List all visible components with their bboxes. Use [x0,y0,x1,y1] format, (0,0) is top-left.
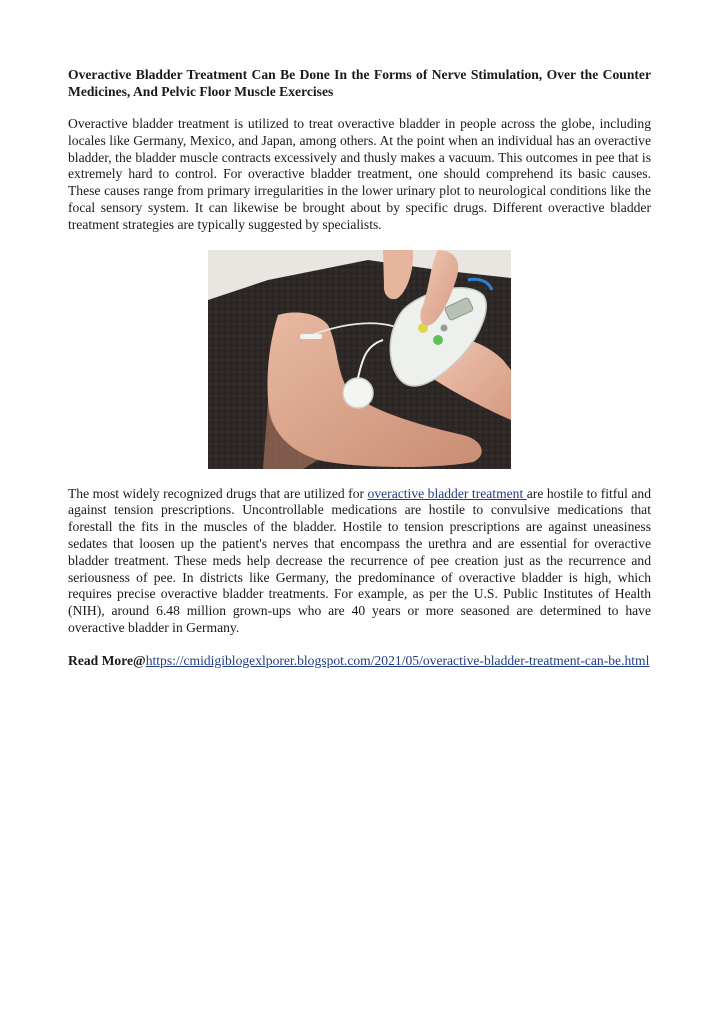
drugs-paragraph-rest: are hostile to fitful and against tension prescriptions. Uncontrollable medications are hostile to convulsive medications that forestall the fits in the muscles of the bladder. Hostile to tension prescriptions are against uneasiness sedates that loosen up the patient's nerves that encompass the urethra and are essential for overactive bladder treatment. These meds help decrease the recurrence of pee creation just as the recurrence and seriousness of pee. In districts like Germany, the predominance of overactive bladder is high, which requires precise overactive bladder treatments. For example, as per the U.S. Public Institutes of Health (NIH), around 6.48 million grown-ups who are 40 years or more seasoned are determined to have overactive bladder in Germany. [68,485,652,635]
intro-paragraph: Overactive bladder treatment is utilized to treat overactive bladder in people across the globe, including locales like Germany, Mexico, and Japan, among others. At the point when an individual has an overactive bladder, the bladder muscle contracts excessively and thusly makes a vacuum. This outcomes in pee that is extremely hard to control. For overactive bladder treatment, one should comprehend its basic causes. These causes range from primary irregularities in the lower urinary plot to neurological conditions like the focal sensory system. It can likewise be brought about by specific drugs. Different overactive bladder treatment strategies are typically suggested by specialists. [68,116,651,232]
stimulation-device-photo [208,250,511,469]
drugs-paragraph-lead: The most widely recognized drugs that are utilized for [68,485,368,501]
document-page [68,66,651,670]
read-more-label: Read More@ [68,652,146,668]
drugs-paragraph [68,486,651,637]
overactive-bladder-treatment-link[interactable]: overactive bladder treatment [367,485,527,501]
read-more-line [68,653,651,670]
article-title: Overactive Bladder Treatment Can Be Done In the Forms of Nerve Stimulation, Over the Counter Medicines, And Pelvic Floor Muscle Exercises [68,67,651,99]
read-more-url-link[interactable]: https://cmidigiblogexlporer.blogspot.com/2021/05/overactive-bladder-treatment-can-be.html [145,652,650,668]
